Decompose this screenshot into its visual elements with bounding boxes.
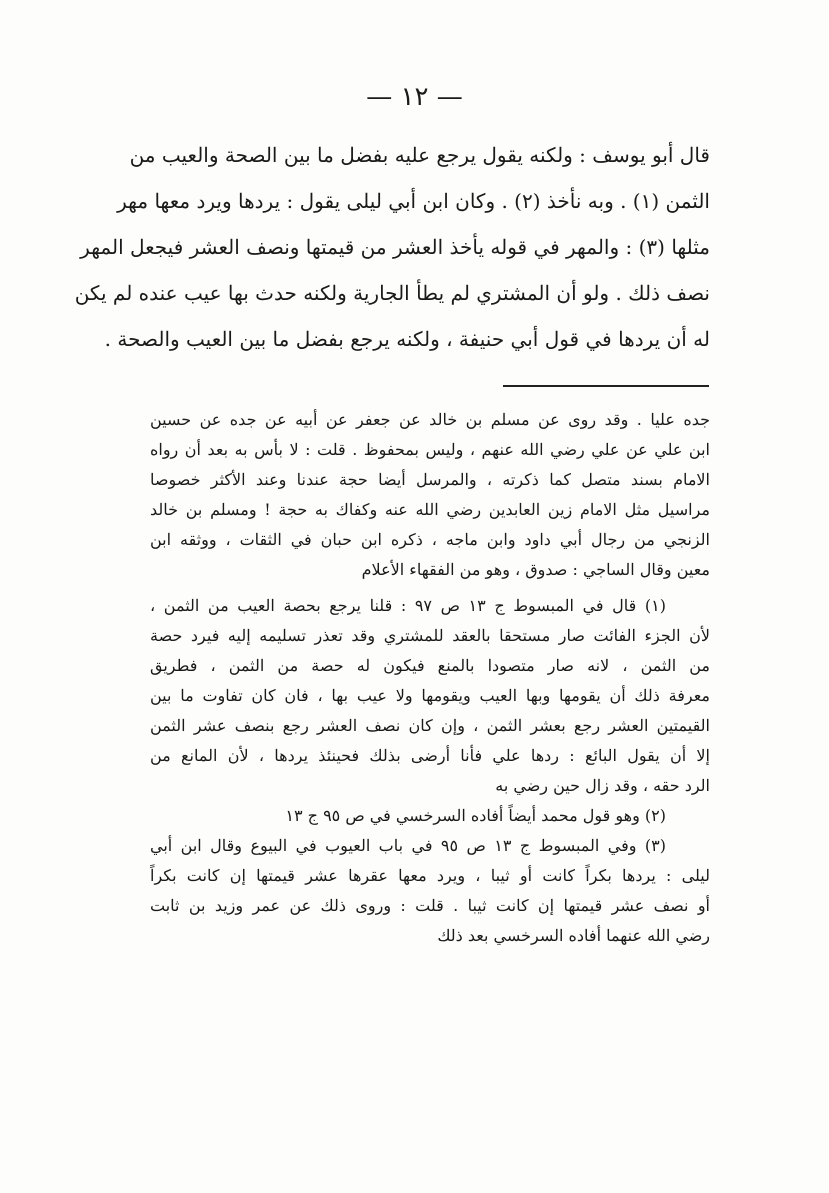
footnote-3: (٣) وفي المبسوط ج ١٣ ص ٩٥ في باب العيوب في البيوع وقال ابن أبي <box>150 836 667 855</box>
footnote-1: (١) قال في المبسوط ج ١٣ ص ٩٧ : قلنا يرجع بحصة العيب من الثمن ، <box>150 596 667 615</box>
footnote-line: الامام بسند متصل كما ذكرته ، والمرسل أيضا حجة عندنا وعند الأكثر خصوصا <box>150 470 710 489</box>
footnote-line: ليلى : يردها بكراً كانت أو ثيبا ، ويرد معها عقرها عشر قيمتها إن كانت بكراً <box>150 866 710 885</box>
footnote-line: مراسيل مثل الامام زين العابدين رضي الله عنه وكفاك به حجة ! ومسلم بن خالد <box>150 500 710 519</box>
footnote-line: ابن علي عن علي رضي الله عنهم ، وليس بمحفوظ . قلت : لا بأس به بعد أن رواه <box>150 440 710 459</box>
footnote-line: معرفة ذلك أن يقومها وبها العيب ويقومها ولا عيب بها ، فان كان تفاوت ما بين <box>150 686 710 705</box>
main-text-line: مثلها (٣) : والمهر في قوله يأخذ العشر من قيمتها ونصف العشر فيجعل المهر <box>80 235 710 259</box>
footnotes <box>150 405 710 951</box>
footnote-line: جده عليا . وقد روى عن مسلم بن خالد عن جعفر عن أبيه عن جده عن حسين <box>150 410 710 429</box>
main-text-line: قال أبو يوسف : ولكنه يقول يرجع عليه بفضل ما بين الصحة والعيب من <box>129 143 710 167</box>
page-number: — ١٢ — <box>366 82 463 112</box>
footnote-2: (٢) وهو قول محمد أيضاً أفاده السرخسي في ص ٩٥ ج ١٣ <box>285 806 666 825</box>
footnote-line: القيمتين العشر رجع بعشر الثمن ، وإن كان نصف العشر رجع بنصف عشر الثمن <box>150 716 710 735</box>
footnote-line: الزنجي من رجال أبي داود وابن ماجه ، ذكره ابن حبان في الثقات ، ووثقه ابن <box>150 530 710 549</box>
footnote-separator <box>503 385 709 387</box>
footnote-line: أو نصف عشر قيمتها إن كانت ثيبا . قلت : وروى ذلك عن عمر وزيد بن ثابت <box>150 896 710 915</box>
footnote-line: معين وقال الساجي : صدوق ، وهو من الفقهاء الأعلام <box>361 560 710 579</box>
footnote-line: الرد حقه ، وقد زال حين رضي به <box>495 776 710 795</box>
main-text-line: له أن يردها في قول أبي حنيفة ، ولكنه يرجع بفضل ما بين العيب والصحة . <box>104 327 710 351</box>
main-text <box>74 132 710 362</box>
footnote-line: لأن الجزء الفائت صار مستحقا بالعقد للمشتري وقد تعذر تسليمه إليه فيرد حصة <box>150 626 710 645</box>
footnote-line: إلا أن يقول البائع : ردها علي فأنا أرضى بذلك فحينئذ يردها ، لأن المانع من <box>150 746 710 765</box>
main-text-line: نصف ذلك . ولو أن المشتري لم يطأ الجارية ولكنه حدث بها عيب عنده لم يكن <box>74 281 710 305</box>
footnote-line: من الثمن ، لانه صار متصودا بالمنع فيكون له حصة من الثمن ، فطريق <box>150 656 710 675</box>
main-text-line: الثمن (١) . وبه نأخذ (٢) . وكان ابن أبي ليلى يقول : يردها ويرد معها مهر <box>117 189 710 213</box>
footnote-line: رضي الله عنهما أفاده السرخسي بعد ذلك <box>437 926 710 945</box>
